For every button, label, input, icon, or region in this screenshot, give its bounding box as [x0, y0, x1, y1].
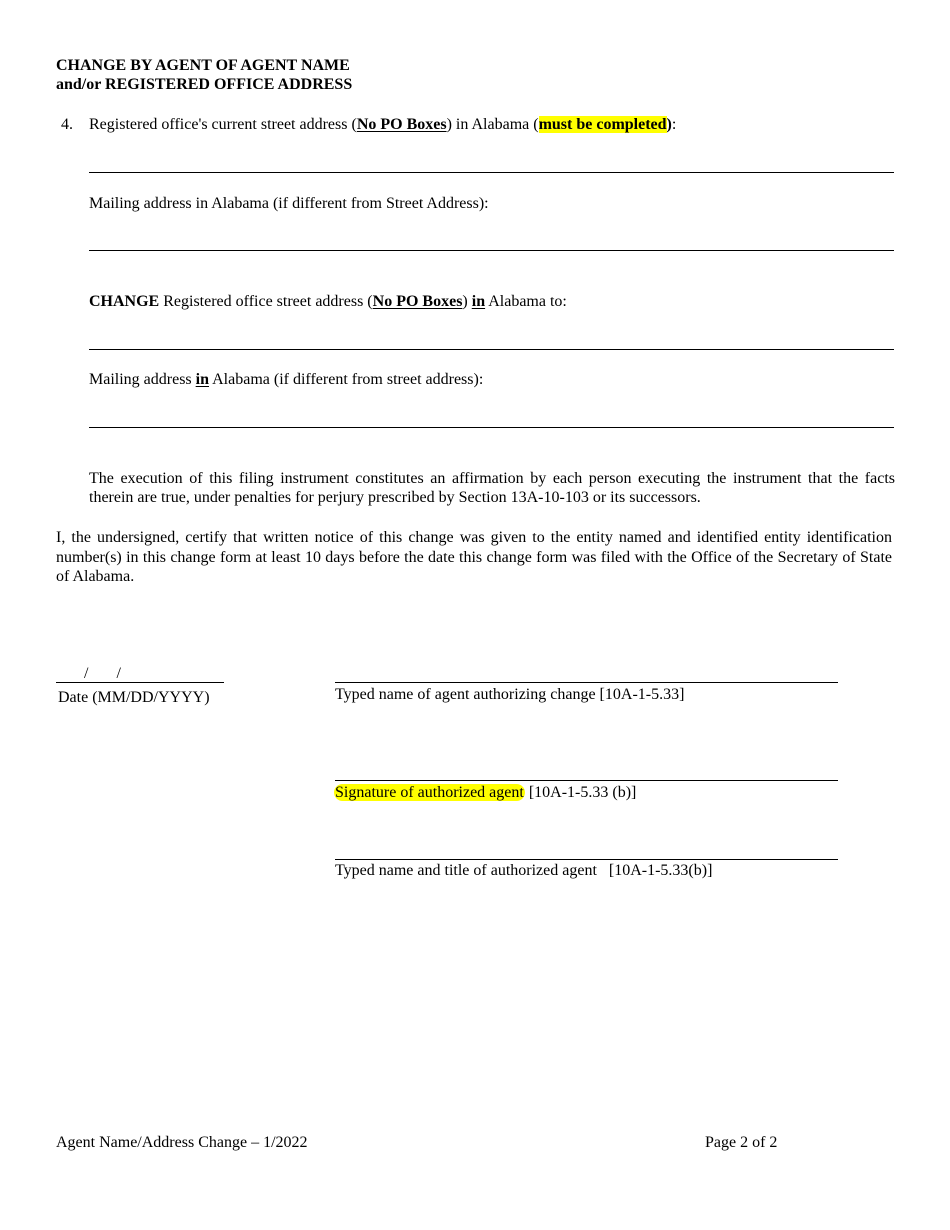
- new-mailing-address-field[interactable]: [89, 427, 894, 428]
- page-number: Page 2 of 2: [705, 1134, 778, 1151]
- current-mailing-address-field[interactable]: [89, 250, 894, 251]
- date-slashes: / /: [84, 665, 121, 682]
- change-address-label: CHANGE Registered office street address (No PO Boxes) in Alabama to:: [89, 293, 567, 310]
- current-street-address-field[interactable]: [89, 172, 894, 173]
- item-4-label: Registered office's current street address (No PO Boxes) in Alabama (must be completed):: [89, 116, 677, 133]
- typed-name-title-field[interactable]: [335, 859, 838, 860]
- signature-label: Signature of authorized agent [10A-1-5.33 (b)]: [335, 784, 637, 801]
- typed-name-field[interactable]: [335, 682, 838, 683]
- typed-name-label: Typed name of agent authorizing change [10A-1-5.33]: [335, 686, 685, 703]
- date-field[interactable]: [56, 682, 224, 683]
- footer-form-id: Agent Name/Address Change – 1/2022: [56, 1134, 308, 1151]
- new-mailing-address-label: Mailing address in Alabama (if different from street address):: [89, 371, 484, 388]
- signature-field[interactable]: [335, 780, 838, 781]
- mailing-address-label: Mailing address in Alabama (if different from Street Address):: [89, 195, 489, 212]
- certification-text: I, the undersigned, certify that written notice of this change was given to the entity named and identified entity identification number(s) in this change form at least 10 days before the date this change form was filed with the Office of the Secretary of State of Alabama.: [56, 529, 892, 585]
- date-label: Date (MM/DD/YYYY): [58, 689, 210, 706]
- affirmation-text: The execution of this filing instrument constitutes an affirmation by each person executing the instrument that the facts therein are true, under penalties for perjury prescribed by Section 13A-10-103 or its successors.: [89, 470, 895, 506]
- item-4-number: 4.: [61, 116, 73, 133]
- page-title: CHANGE BY AGENT OF AGENT NAME and/or REGISTERED OFFICE ADDRESS: [56, 57, 353, 93]
- typed-name-title-label: Typed name and title of authorized agent [10A-1-5.33(b)]: [335, 862, 713, 879]
- new-street-address-field[interactable]: [89, 349, 894, 350]
